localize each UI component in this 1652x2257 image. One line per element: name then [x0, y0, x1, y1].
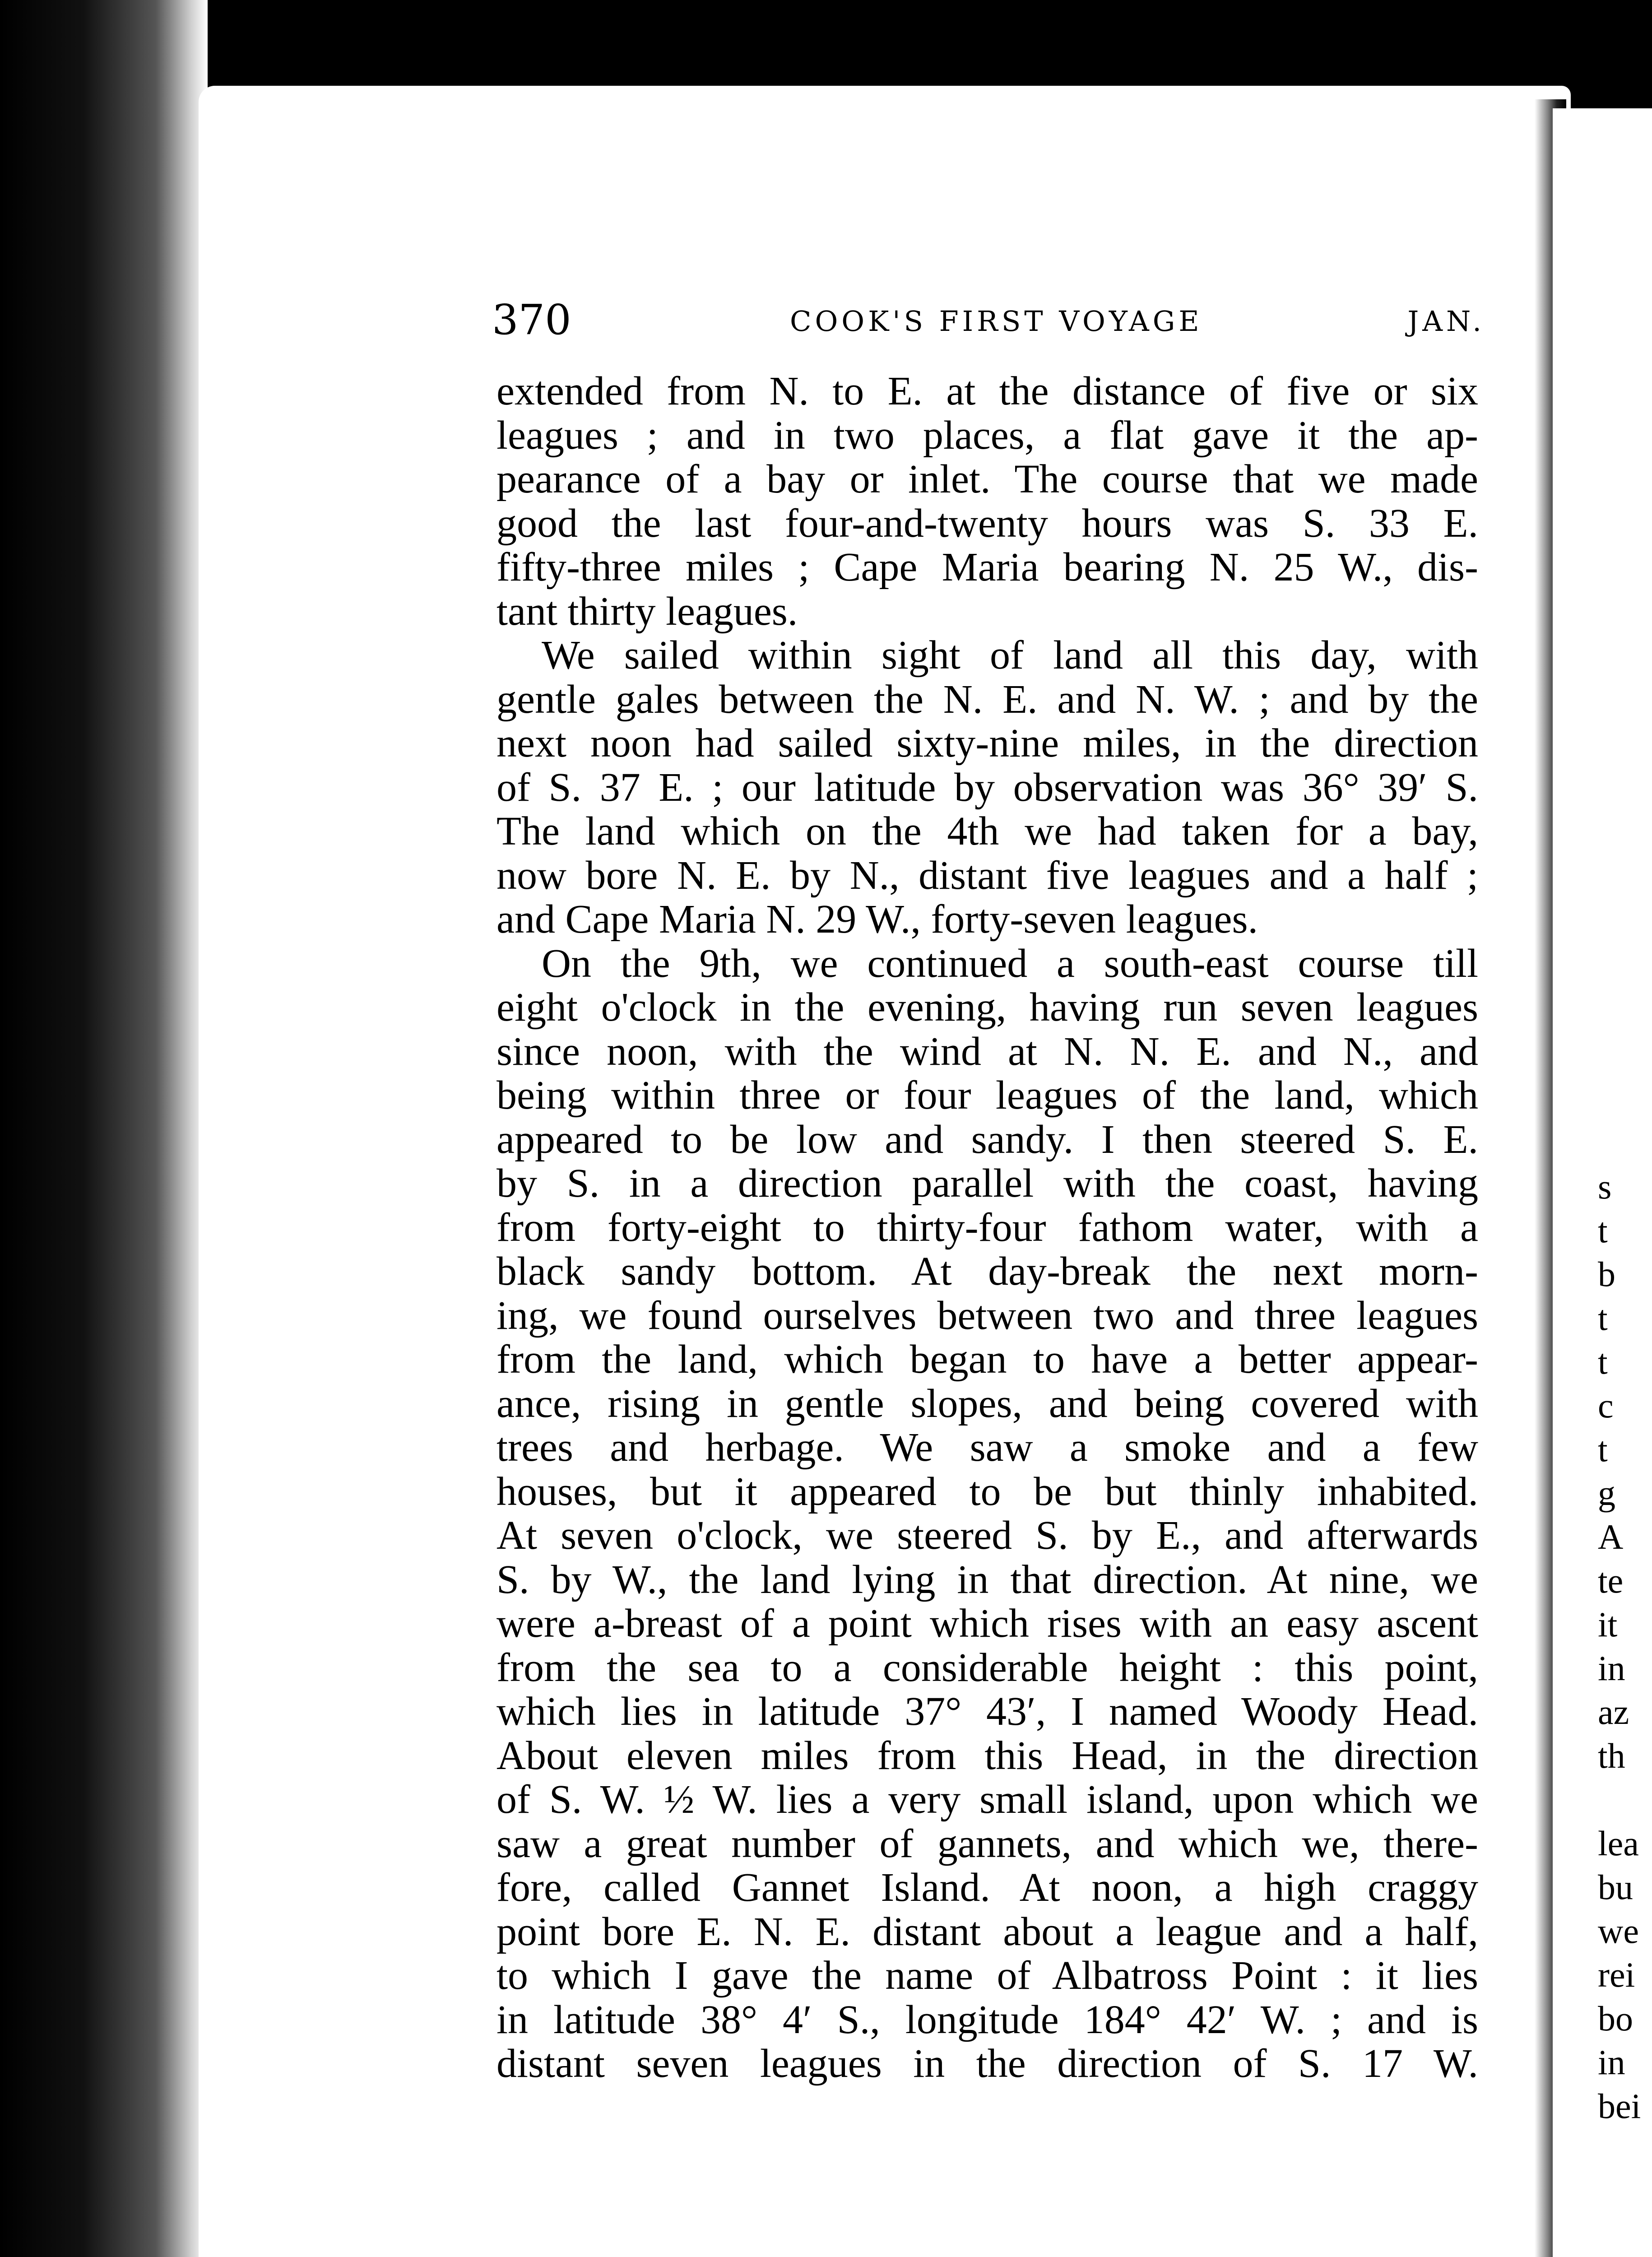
text-line: gentle gales between the N. E. and N. W. ; and by the [497, 677, 1478, 722]
facing-page-fragment: t [1598, 1211, 1608, 1250]
facing-page-fragment: it [1598, 1605, 1618, 1644]
text-line: from the land, which began to have a better appear- [497, 1337, 1478, 1382]
text-line: ing, we found ourselves between two and three leagues [497, 1293, 1478, 1338]
text-line: were a-breast of a point which rises with an easy ascent [497, 1601, 1478, 1646]
text-line: extended from N. to E. at the distance of five or six [497, 369, 1478, 413]
facing-page-fragment: te [1598, 1561, 1624, 1600]
text-line: and Cape Maria N. 29 W., forty-seven leagues. [497, 897, 1258, 942]
facing-page-fragment: c [1598, 1386, 1614, 1425]
facing-page-fragment: az [1598, 1692, 1629, 1732]
facing-page-fragment: b [1598, 1254, 1615, 1294]
text-line: being within three or four leagues of the land, which [497, 1073, 1478, 1118]
text-line: saw a great number of gannets, and which we, there- [497, 1821, 1478, 1866]
text-line: of S. W. ½ W. lies a very small island, upon which we [497, 1777, 1478, 1822]
facing-page-fragment: th [1598, 1736, 1625, 1775]
text-line: in latitude 38° 4′ S., longitude 184° 42′ W. ; and is [497, 1997, 1478, 2042]
facing-page-fragment: bu [1598, 1867, 1633, 1907]
facing-page-fragment: rei [1598, 1955, 1635, 1994]
text-line: leagues ; and in two places, a flat gave it the ap- [497, 413, 1478, 458]
facing-page-fragment: bei [1598, 2086, 1641, 2126]
facing-page-fragment: bo [1598, 1999, 1633, 2038]
text-line: by S. in a direction parallel with the coast, having [497, 1161, 1478, 1206]
facing-page-fragment: in [1598, 2043, 1625, 2082]
running-head [492, 291, 1485, 344]
facing-page-fragment: in [1598, 1649, 1625, 1688]
text-line: fifty-three miles ; Cape Maria bearing N. 25 W., dis- [497, 545, 1478, 590]
text-line: On the 9th, we continued a south-east course till [542, 941, 1478, 986]
text-line: distant seven leagues in the direction of S. 17 W. [497, 2041, 1478, 2086]
text-line: At seven o'clock, we steered S. by E., and afterwards [497, 1513, 1478, 1558]
text-line: fore, called Gannet Island. At noon, a high craggy [497, 1865, 1478, 1910]
text-line: from the sea to a considerable height : this point, [497, 1645, 1478, 1690]
facing-page-fragment: s [1598, 1167, 1612, 1206]
facing-page-fragment: t [1598, 1342, 1608, 1381]
running-month: JAN. [1407, 305, 1485, 338]
text-line: appeared to be low and sandy. I then steered S. E. [497, 1117, 1478, 1162]
text-line: now bore N. E. by N., distant five leagues and a half ; [497, 853, 1478, 898]
facing-page-fragments [1598, 1165, 1652, 2257]
text-line: houses, but it appeared to be but thinly inhabited. [497, 1469, 1478, 1514]
text-line: which lies in latitude 37° 43′, I named Woody Head. [497, 1689, 1478, 1734]
text-line: The land which on the 4th we had taken for a bay, [497, 809, 1478, 854]
text-line: ance, rising in gentle slopes, and being covered with [497, 1381, 1478, 1426]
text-line: to which I gave the name of Albatross Point : it lies [497, 1953, 1478, 1998]
text-line: eight o'clock in the evening, having run seven leagues [497, 985, 1478, 1030]
text-line: About eleven miles from this Head, in the direction [497, 1733, 1478, 1778]
text-line: since noon, with the wind at N. N. E. and N., and [497, 1029, 1478, 1074]
facing-page-fragment: A [1598, 1517, 1624, 1556]
text-line: black sandy bottom. At day-break the next morn- [497, 1249, 1478, 1294]
text-line: of S. 37 E. ; our latitude by observation was 36° 39′ S. [497, 765, 1478, 810]
facing-page-fragment: t [1598, 1298, 1608, 1337]
facing-page-fragment [1598, 1778, 1652, 1821]
facing-page-fragment: t [1598, 1430, 1608, 1469]
text-line: good the last four-and-twenty hours was S. 33 E. [497, 501, 1478, 546]
facing-page-fragment: g [1598, 1473, 1615, 1513]
text-line: trees and herbage. We saw a smoke and a few [497, 1425, 1478, 1470]
text-line: pearance of a bay or inlet. The course that we made [497, 457, 1478, 502]
text-line: We sailed within sight of land all this day, with [542, 633, 1478, 678]
facing-page-fragment: lea [1598, 1824, 1639, 1863]
text-line: S. by W., the land lying in that direction. At nine, we [497, 1557, 1478, 1602]
text-line: from forty-eight to thirty-four fathom water, with a [497, 1205, 1478, 1250]
running-title: COOK'S FIRST VOYAGE [790, 305, 1203, 338]
text-line: point bore E. N. E. distant about a league and a half, [497, 1909, 1478, 1954]
page-number: 370 [492, 296, 571, 344]
facing-page-fragment: we [1598, 1911, 1639, 1950]
body-text [497, 369, 1478, 2086]
book-gutter-shadow [0, 0, 208, 2257]
text-line: tant thirty leagues. [497, 589, 798, 634]
text-line: next noon had sailed sixty-nine miles, in the direction [497, 721, 1478, 766]
